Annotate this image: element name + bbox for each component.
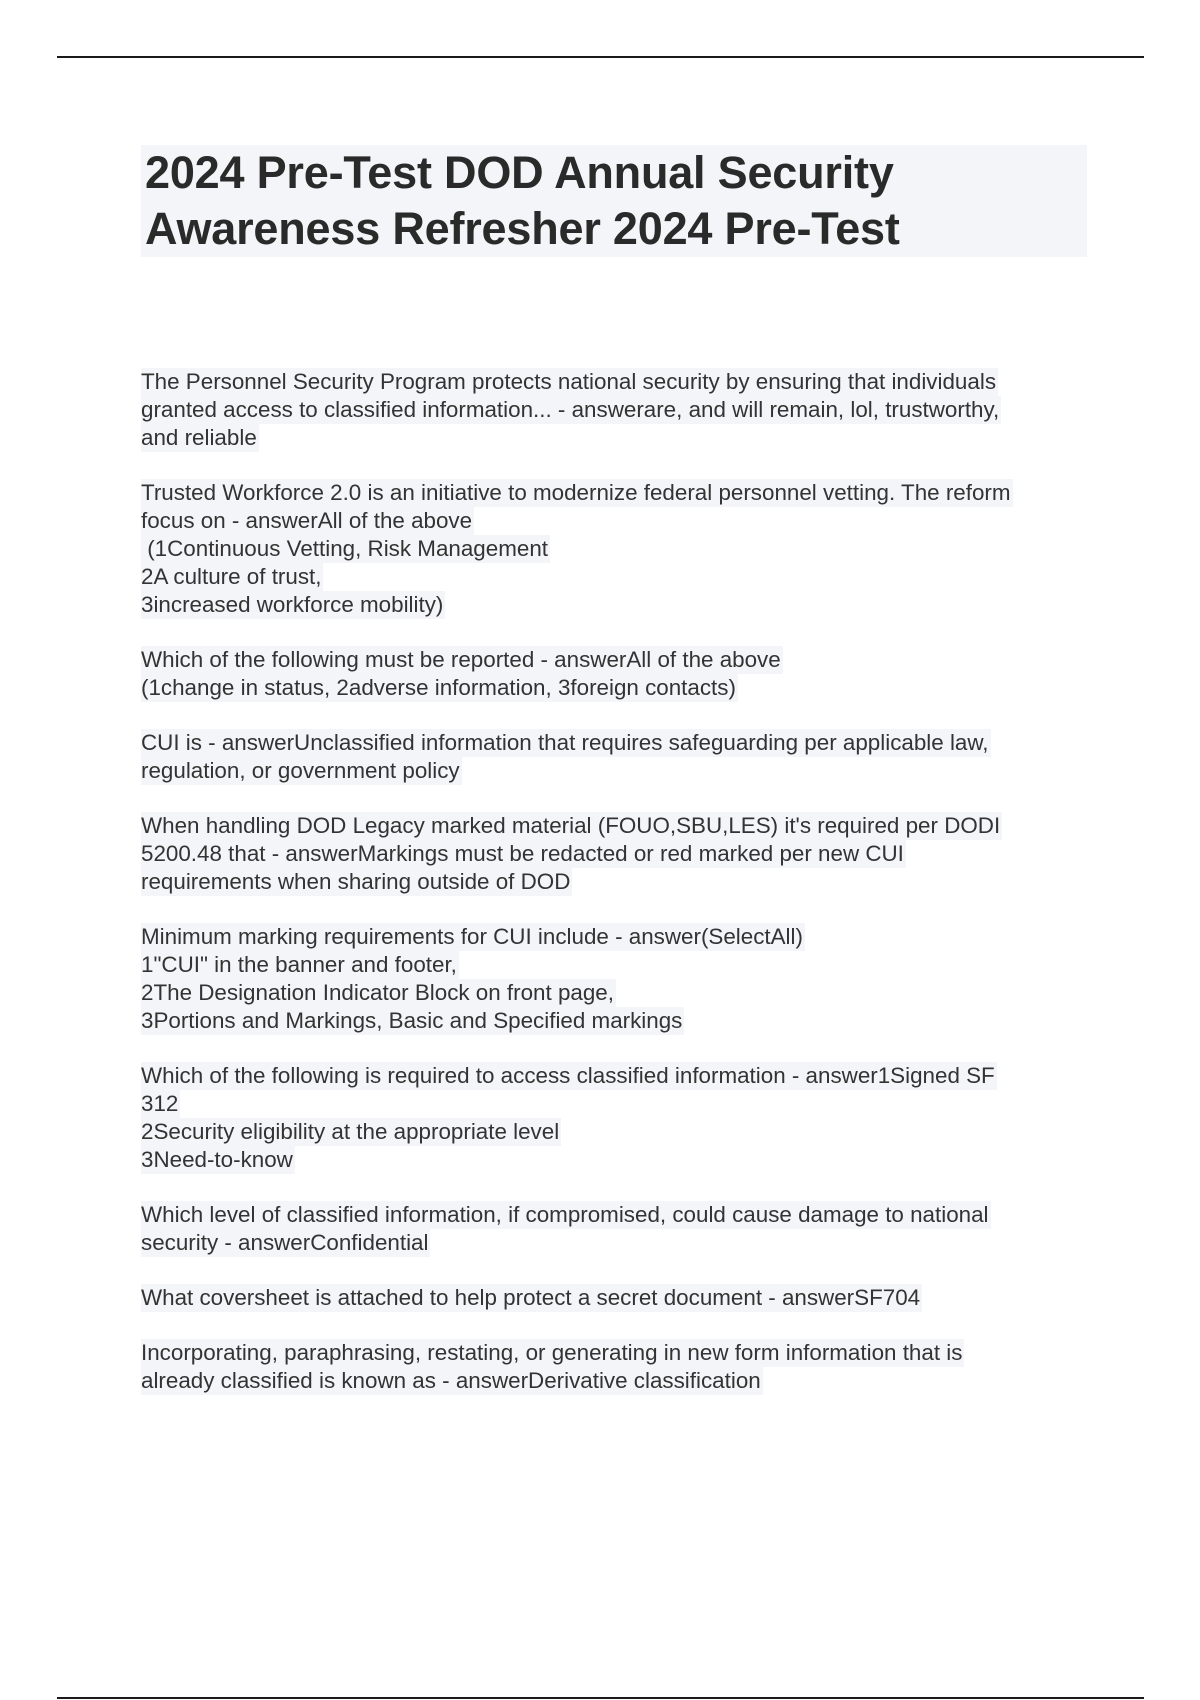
qa-entry xyxy=(141,646,1101,702)
qa-line: Trusted Workforce 2.0 is an initiative to modernize federal personnel vetting. The reform xyxy=(141,480,1011,505)
qa-entry xyxy=(141,923,1101,1035)
qa-line: 2The Designation Indicator Block on front page, xyxy=(141,980,614,1005)
qa-line: 312 xyxy=(141,1091,179,1116)
qa-line: Which of the following must be reported - answerAll of the above xyxy=(141,647,781,672)
qa-entry xyxy=(141,729,1101,785)
qa-line: (1Continuous Vetting, Risk Management xyxy=(141,536,548,561)
qa-line: security - answerConfidential xyxy=(141,1230,429,1255)
qa-line: 5200.48 that - answerMarkings must be redacted or red marked per new CUI xyxy=(141,841,904,866)
qa-line: already classified is known as - answerDerivative classification xyxy=(141,1368,761,1393)
qa-line: focus on - answerAll of the above xyxy=(141,508,473,533)
qa-entry xyxy=(141,1284,1101,1312)
qa-entry xyxy=(141,1201,1101,1257)
qa-line: 3Need-to-know xyxy=(141,1147,293,1172)
qa-line: 3increased workforce mobility) xyxy=(141,592,444,617)
qa-line: regulation, or government policy xyxy=(141,758,460,783)
qa-line: (1change in status, 2adverse information, 3foreign contacts) xyxy=(141,675,736,700)
qa-line: 2A culture of trust, xyxy=(141,564,322,589)
title-block xyxy=(141,145,1087,257)
qa-list xyxy=(141,368,1101,1422)
title-line: Awareness Refresher 2024 Pre-Test xyxy=(145,203,900,254)
qa-line: When handling DOD Legacy marked material (FOUO,SBU,LES) it's required per DODI xyxy=(141,813,1001,838)
top-rule xyxy=(57,56,1144,58)
title-line: 2024 Pre-Test DOD Annual Security xyxy=(145,147,894,198)
qa-line: 2Security eligibility at the appropriate level xyxy=(141,1119,560,1144)
qa-line: 3Portions and Markings, Basic and Specified markings xyxy=(141,1008,683,1033)
qa-entry xyxy=(141,479,1101,619)
page-title xyxy=(145,145,1083,257)
qa-line: Incorporating, paraphrasing, restating, or generating in new form information that is xyxy=(141,1340,963,1365)
qa-line: What coversheet is attached to help protect a secret document - answerSF704 xyxy=(141,1285,921,1310)
bottom-rule xyxy=(57,1697,1144,1699)
qa-line: granted access to classified information... - answerare, and will remain, lol, trustworthy, xyxy=(141,397,1000,422)
qa-line: and reliable xyxy=(141,425,257,450)
qa-entry xyxy=(141,1062,1101,1174)
qa-line: 1"CUI" in the banner and footer, xyxy=(141,952,457,977)
qa-line: Which level of classified information, if compromised, could cause damage to national xyxy=(141,1202,989,1227)
qa-entry xyxy=(141,368,1101,452)
qa-line: Minimum marking requirements for CUI include - answer(SelectAll) xyxy=(141,924,803,949)
qa-entry xyxy=(141,812,1101,896)
qa-line: CUI is - answerUnclassified information that requires safeguarding per applicable law, xyxy=(141,730,989,755)
qa-entry xyxy=(141,1339,1101,1395)
qa-line: The Personnel Security Program protects national security by ensuring that individuals xyxy=(141,369,997,394)
qa-line: Which of the following is required to access classified information - answer1Signed SF xyxy=(141,1063,995,1088)
qa-line: requirements when sharing outside of DOD xyxy=(141,869,571,894)
